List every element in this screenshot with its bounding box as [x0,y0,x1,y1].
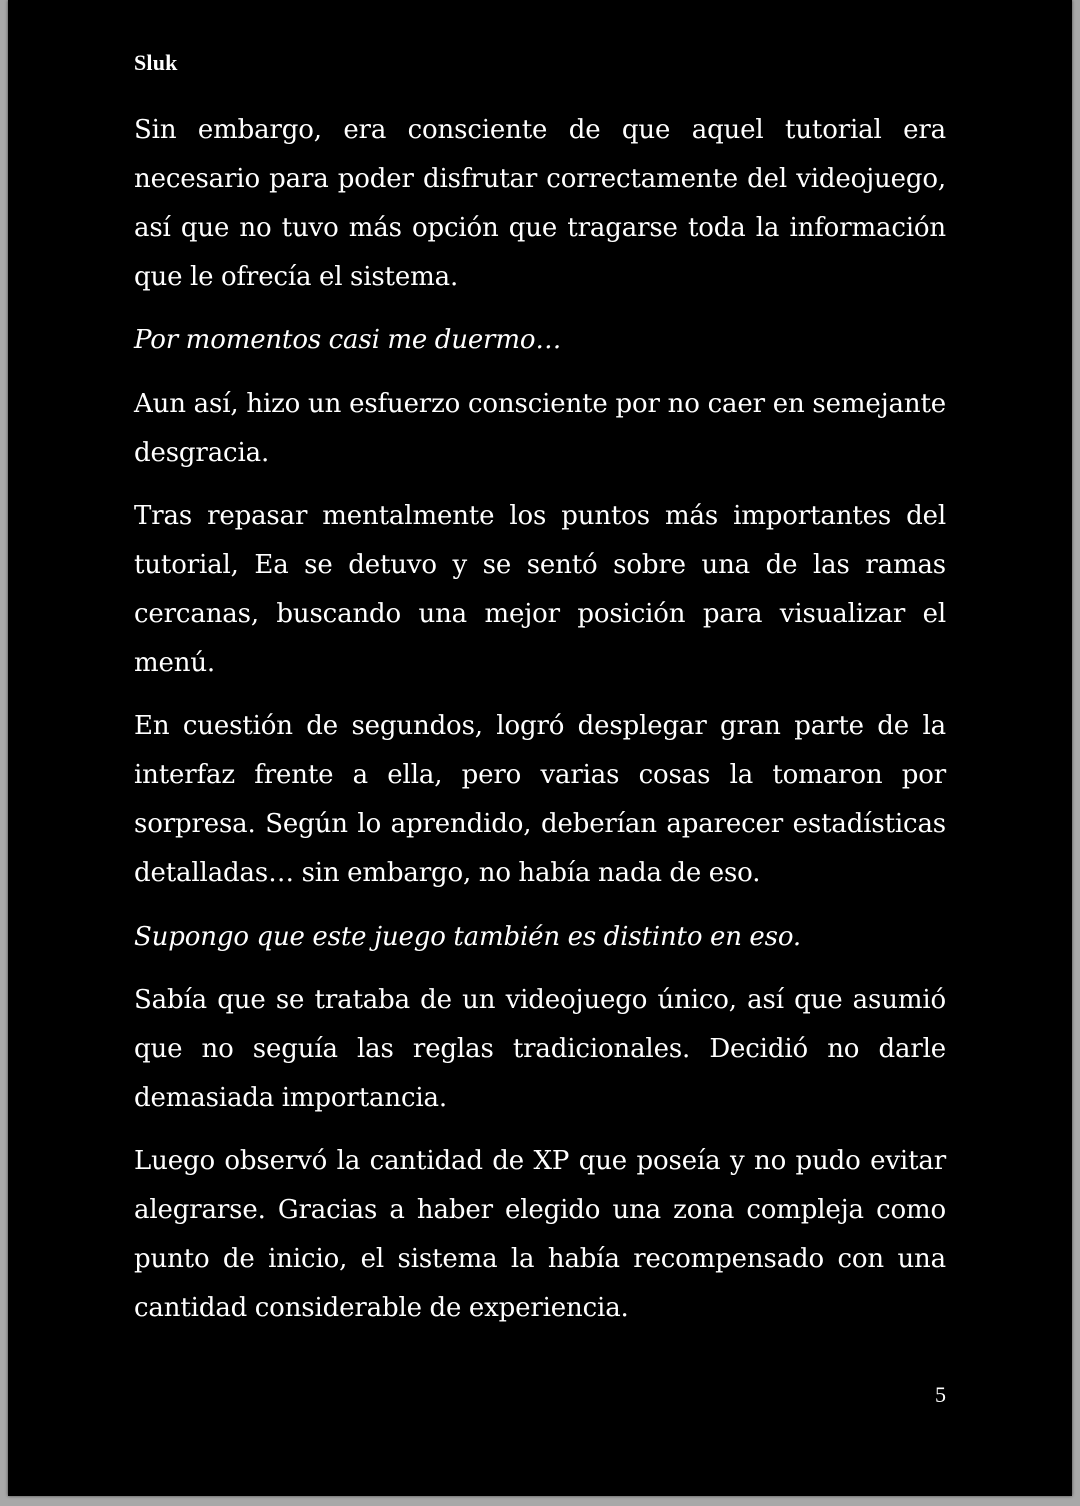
paragraph-thought: Por momentos casi me duermo… [134,325,562,356]
paragraph: En cuestión de segundos, logró desplegar gran parte de la interfaz frente a ella, pero varias cosas la tomaron por sorpresa. Según lo aprendido, deberían aparecer estadísticas detalladas… sin embargo, no había nada de eso. [134,711,946,889]
book-page [8,0,1072,1496]
paragraph-thought: Supongo que este juego también es distinto en eso. [134,921,802,952]
page-body [134,106,946,1348]
paragraph: Luego observó la cantidad de XP que poseía y no pudo evitar alegrarse. Gracias a haber elegido una zona compleja como punto de inicio, el sistema la había recompensado con una cantidad considerable de experiencia. [134,1146,946,1324]
paragraph: Sin embargo, era consciente de que aquel tutorial era necesario para poder disfrutar correctamente del videojuego, así que no tuvo más opción que tragarse toda la información que le ofrecía el sistema. [134,115,946,292]
paragraph: Sabía que se trataba de un videojuego único, así que asumió que no seguía las reglas tradicionales. Decidió no darle demasiada importancia. [134,985,946,1113]
page-number: 5 [935,1382,946,1407]
paragraph: Tras repasar mentalmente los puntos más importantes del tutorial, Ea se detuvo y se sentó sobre una de las ramas cercanas, buscando una mejor posición para visualizar el menú. [134,501,946,678]
running-header: Sluk [134,50,178,75]
paragraph: Aun así, hizo un esfuerzo consciente por no caer en semejante desgracia. [134,388,946,468]
